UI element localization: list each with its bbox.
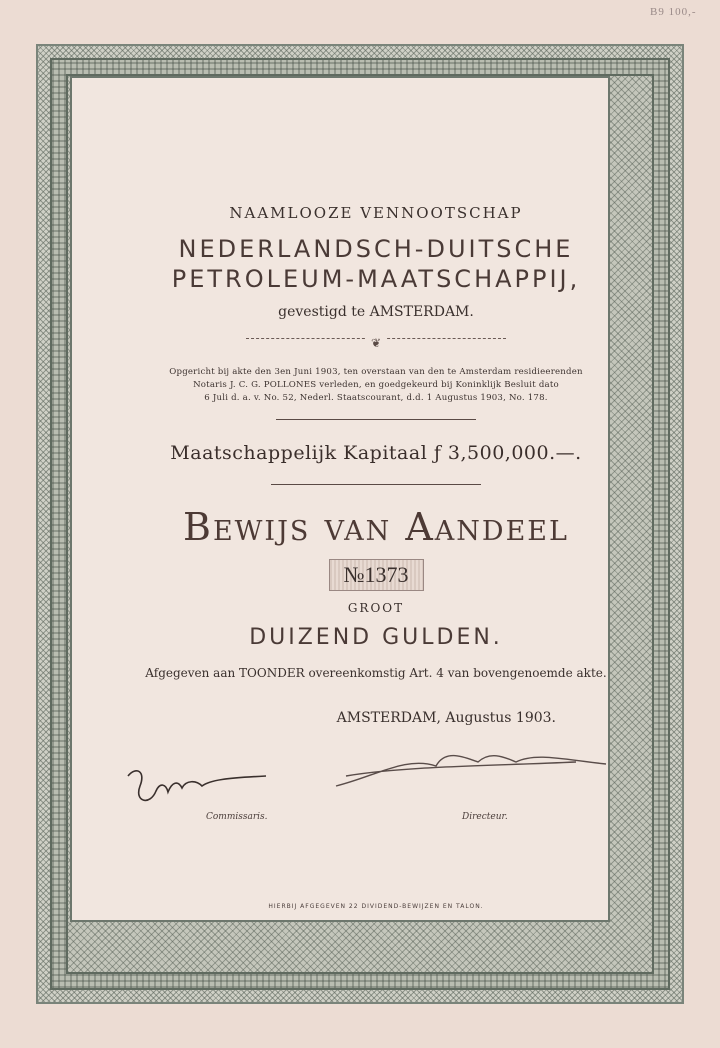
signatures-icon (106, 736, 646, 826)
groot-label: GROOT (347, 601, 405, 615)
company-seat: gevestigd te AMSTERDAM. (278, 304, 474, 320)
founding-text (136, 366, 616, 405)
commissaris-label: Commissaris. (206, 812, 268, 822)
footnote: HIERBIJ AFGEGEVEN 22 DIVIDEND-BEWIJZEN EN TALON. (268, 903, 484, 910)
corner-note: B9 100,- (650, 6, 697, 18)
share-amount: DUIZEND GULDEN. (249, 625, 503, 650)
certificate-title: Bewijs van Aandeel (183, 505, 569, 549)
directeur-signature (336, 756, 606, 786)
company-name-line2: PETROLEUM-MAATSCHAPPIJ, (171, 265, 581, 293)
founding-line: Notaris J. C. G. POLLONES verleden, en goedgekeurd bij Koninklijk Besluit dato (193, 380, 559, 390)
company-type: NAAMLOOZE VENNOOTSCHAP (229, 204, 523, 222)
founding-line: 6 Juli d. a. v. No. 52, Nederl. Staatscourant, d.d. 1 Augustus 1903, No. 178. (204, 393, 548, 403)
certificate-number: №1373 (329, 559, 424, 591)
founding-line: Opgericht bij akte den 3en Juni 1903, ten overstaan van den te Amsterdam residieerenden (169, 367, 583, 377)
divider-rule (276, 419, 476, 420)
issued-to: Afgegeven aan TOONDER overeenkomstig Art. 4 van bovengenoemde akte. (145, 666, 607, 680)
commissaris-signature (128, 771, 266, 801)
ornament-icon: ❦ (365, 336, 387, 350)
certificate-content (106, 120, 646, 966)
directeur-label: Directeur. (462, 812, 508, 822)
capital-amount: Maatschappelijk Kapitaal ƒ 3,500,000.—. (170, 442, 582, 464)
place-date: AMSTERDAM, Augustus 1903. (336, 710, 556, 726)
company-name-line1: NEDERLANDSCH-DUITSCHE (178, 235, 574, 263)
ornament-divider (246, 332, 506, 350)
signature-area (106, 736, 646, 846)
divider-rule (271, 484, 481, 485)
